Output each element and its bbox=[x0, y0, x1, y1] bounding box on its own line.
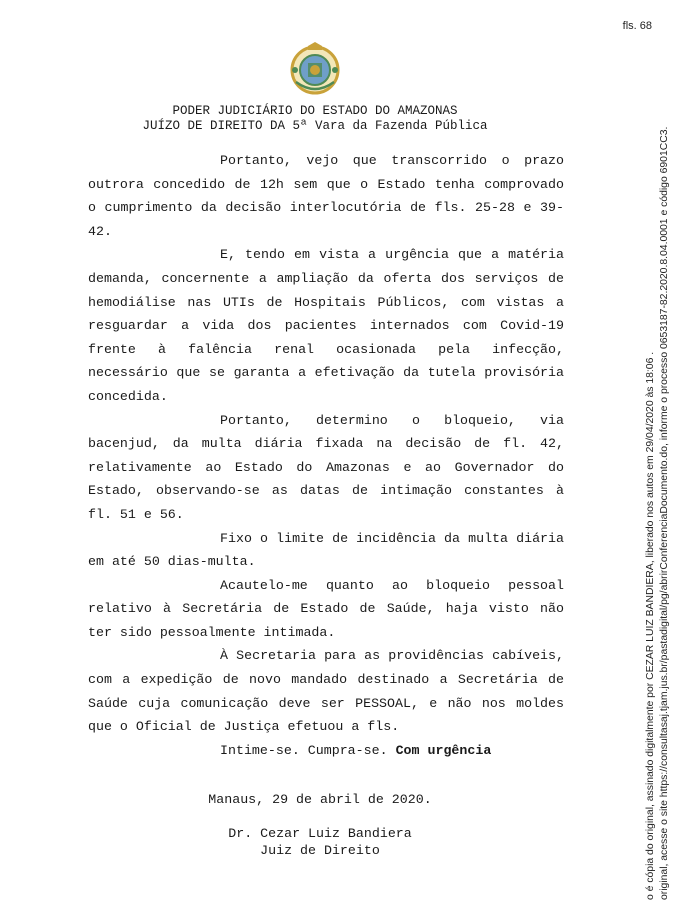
coat-of-arms-icon bbox=[286, 40, 344, 98]
decision-body bbox=[88, 149, 564, 762]
paragraph-4: Fixo o limite de incidência da multa diária em até 50 dias-multa. bbox=[88, 530, 564, 570]
digital-signature-note bbox=[636, 0, 680, 908]
place-date: Manaus, 29 de abril de 2020. bbox=[208, 792, 432, 807]
final-order bbox=[88, 739, 564, 763]
side-note-text bbox=[644, 20, 671, 900]
paragraph-6: À Secretaria para as providências cabíveis, com a expedição de novo mandado destinado a Secretária de Saúde cuja comunicação deve ser PESSOAL, e não nos moldes que o Oficial de Justiça efetuou a fls. bbox=[88, 648, 564, 735]
paragraph-1: Portanto, vejo que transcorrido o prazo outrora concedido de 12h sem que o Estado tenha comprovado o cumprimento da decisão interlocutória de fls. 25-28 e 39-42. bbox=[88, 153, 564, 239]
signer-name: Dr. Cezar Luiz Bandiera bbox=[228, 826, 412, 841]
page-number: fls. 68 bbox=[622, 20, 652, 32]
paragraph-2: E, tendo em vista a urgência que a matéria demanda, concernente a ampliação da oferta dos serviços de hemodiálise nas UTIs de Hospitais Públicos, com vistas a resguardar a vida dos pacientes internados com Covid-19 frente à falência renal ocasionada pela infecção, necessário que se garanta a efetivação da tutela provisória concedida. bbox=[88, 247, 564, 404]
final-order-text: Intime-se. Cumpra-se. bbox=[220, 742, 388, 758]
paragraph-3: Portanto, determino o bloqueio, via bacenjud, da multa diária fixada na decisão de fl. 42, relativamente ao Estado do Amazonas e ao Governador do Estado, observando-se as datas de intimação constantes à fl. 51 e 56. bbox=[88, 412, 564, 522]
urgency-text: Com urgência bbox=[395, 742, 492, 758]
court-name: PODER JUDICIÁRIO DO ESTADO DO AMAZONAS bbox=[172, 104, 458, 118]
paragraph-5: Acautelo-me quanto ao bloqueio pessoal relativo à Secretária de Estado de Saúde, haja visto não ter sido pessoalmente intimada. bbox=[88, 577, 564, 640]
side-note-line-1: o é cópia do original, assinado digitalmente por CEZAR LUIZ BANDIERA, liberado nos autos em 29/04/2020 às 18:06 . bbox=[645, 351, 656, 900]
signer-role: Juiz de Direito bbox=[260, 843, 380, 858]
court-division: JUÍZO DE DIREITO DA 5ª Vara da Fazenda Pública bbox=[142, 119, 488, 133]
side-note-line-2: original, acesse o site https://consultasaj.tjam.jus.br/pastadigital/pg/abrirConferenciaDocumento.do, informe o processo 0653187-82.2020.8.04.0001 e código 6901CC3. bbox=[658, 126, 670, 900]
